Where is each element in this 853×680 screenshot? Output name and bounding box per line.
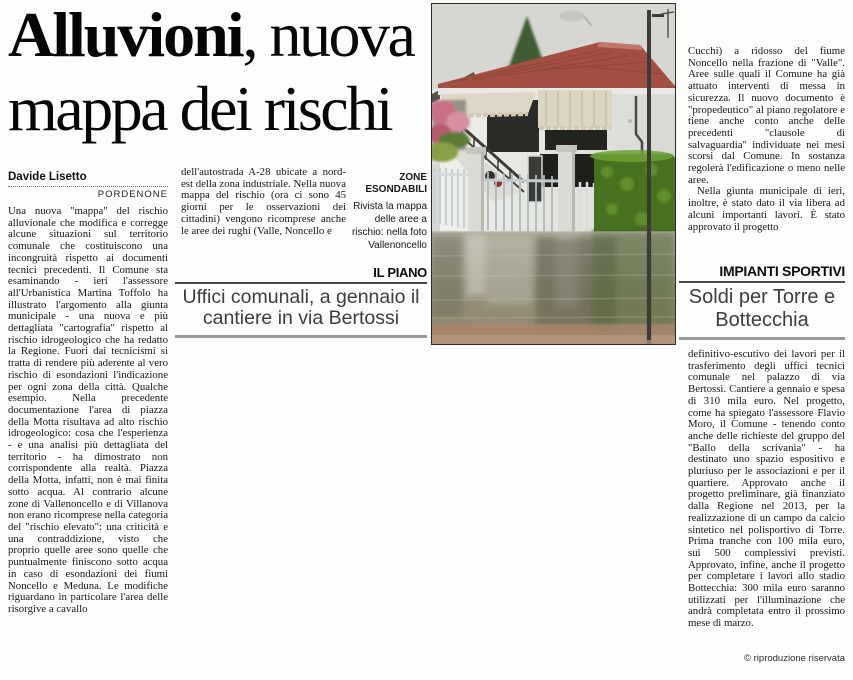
sports-bottom-rule [679,337,845,340]
plan-kicker: IL PIANO [175,265,427,284]
sports-kicker: IMPIANTI SPORTIVI [679,263,845,283]
plan-bottom-rule [175,335,427,338]
photo-caption [346,172,427,252]
body-column-2 [181,167,346,257]
body-column-2-text: dell'autostrada A-28 ubicate a nord-est della zona industriale. Nella nuova mappa del rischio (ora ci sono 45 giorni per le osservazioni dei cittadini) vengono ricomprese anche le aree dei rughi (Valle, Noncello e [181,167,346,237]
right-column-part1 [688,46,845,254]
headline-line-2: mappa dei rischi [8,73,391,144]
sports-section-header [679,263,845,340]
photo-caption-text: Rivista la mappa delle aree a rischio: nella foto Vallenoncello [351,201,427,251]
right-column-part2 [688,349,845,654]
byline-location: PORDENONE [97,189,168,200]
flood-photo-illustration [432,4,675,344]
right-column-para2: Nella giunta municipale di ieri, inoltre, è stato dato il via libera ad alcuni importanti lavori. È stato approvato il progetto [688,185,845,233]
headline-bold-word: Alluvioni [8,0,243,70]
plan-section-title: Uffici comunali, a gennaio il cantiere in via Bertossi [182,286,420,329]
photo-hedge [590,150,675,239]
byline [8,171,168,200]
photo-flood-water [432,232,675,344]
flood-photo [431,3,676,345]
article-headline [8,0,438,162]
photo-caption-kicker: ZONE ESONDABILI [365,172,427,195]
copyright-notice: © riproduzione riservata [744,653,845,664]
right-column-para3: definitivo-escutivo dei lavori per il trasferimento degli uffici tecnici comunale nel palazzo di via Bertossi. Cantiere a gennaio e spesa di 310 mila euro. Nel progetto, come ha spiegato l'assessore Flavio Moro, il Comune - tenendo conto anche delle richieste del gruppo del "Ballo della scrivania" - ha destinato uno spazio espositivo e pluriuso per le associazioni e per il quartiere. Approvato anche il progetto preliminare, già finanziato dalla Regione nel 2013, per la realizzazione di un campo da calcio sintetico nel polisportivo di Torre. Prima tranche con 100 mila euro, sui 500 complessivi previsti. Approvato, infine, anche il progetto per completare i lavori allo stadio Bottecchia: 300 mila euro saranno utilizzati per l'illuminazione che andrà completata entro il prossimo mese di marzo. [688,349,845,630]
body-column-1-text: Una nuova "mappa" del rischio alluvionale che modifica e corregge alcune situazioni sul territorio comunale che costituiscono una incongruità rispetto ai documenti tecnici precedenti. Il Comune sta esaminando - ieri l'assessore all'Urbanistica Martina Toffolo ha illustrato l'argomento alla giunta municipale - una nuova e più dettagliata "cartografia" rispetto al rischio idrogeologico che ha redatto la Regione. Fuori dai tecnicismi si tratta di rendere più aderente al vero rischio di esondazioni l'indicazione per ogni zona della città. Qualche esempio. Nella precedente documentazione l'area di piazza della Motta risultava ad alto rischio idrogeologico: cosa che l'esperienza - e una analisi più dettagliata del territorio - ha dimostrato non corrispondente alla realtà. Piazza della Motta, infatti, non è mai finita sotto acqua. Al contrario alcune zone di Vallenoncello e di Villanova non erano ricomprese nella categoria del "rischio elevato": una criticità e una contraddizione, visto che proprio quelle aree sono quelle che puntualmente finiscono sotto acqua in caso di esondazioni dei fiumi Noncello e Meduna. Le modifiche riguardano in particolare l'area delle risorgive a cavallo [8,206,168,615]
right-column-para1: Cucchi) a ridosso del fiume Noncello nella frazione di "Valle". Aree sulle quali il Comune ha già attuato interventi di messa in sicurezza. Il nuovo documento è "propedeutico" al piano regolatore e tiene anche conto anche delle precedenti "clausole di salvaguardia" individuate nei mesi scorsi dal Comune. In sostanza regolerà l'edificazione o meno nelle aree. [688,46,845,186]
headline-line-1 [8,0,438,72]
byline-author: Davide Lisetto [8,171,168,187]
headline-line1-rest: , nuova [242,0,414,70]
body-column-1 [8,206,168,676]
sports-section-title: Soldi per Torre e Bottecchia [688,286,836,331]
plan-section-header [175,265,427,338]
